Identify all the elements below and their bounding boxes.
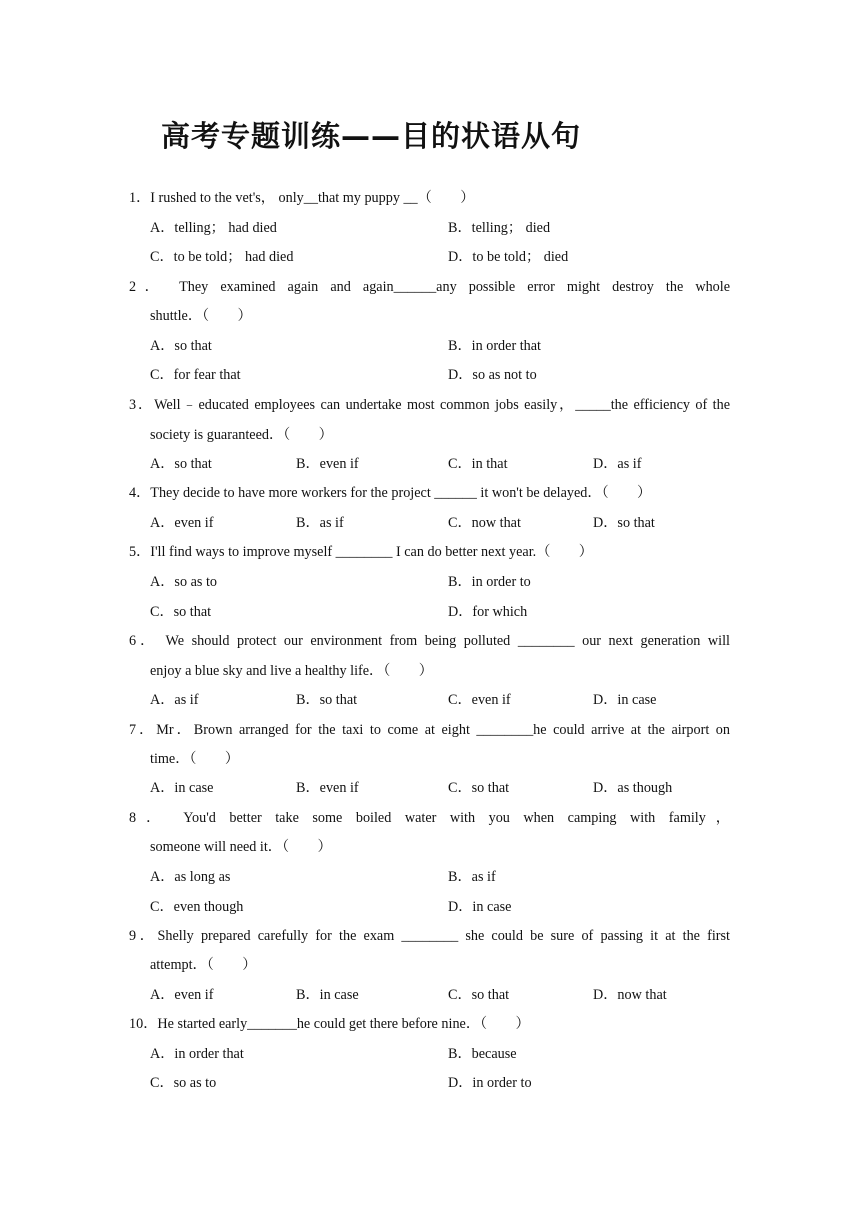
option-a: A．even if xyxy=(150,987,214,1003)
option-a: A．in case xyxy=(150,780,214,796)
option-a: A．so that xyxy=(150,338,212,354)
question-stem: 1．I rushed to the vet's， only__that my puppy __（ ） xyxy=(129,190,475,206)
option-a: A．as if xyxy=(150,692,199,708)
question-stem: 3．Well﹣educated employees can undertake most common jobs easily，_____the efficiency of the xyxy=(129,397,730,413)
option-d: D．for which xyxy=(448,604,528,620)
option-b: B．in case xyxy=(296,987,359,1003)
question-stem-continued: enjoy a blue sky and live a healthy life．（ ） xyxy=(150,663,433,679)
question-stem-continued: someone will need it．（ ） xyxy=(150,839,332,855)
option-c: C．even if xyxy=(448,692,511,708)
option-a: A．as long as xyxy=(150,869,231,885)
option-b: B．in order to xyxy=(448,574,531,590)
option-b: B．so that xyxy=(296,692,358,708)
question-stem: 5．I'll find ways to improve myself ________ I can do better next year.（ ） xyxy=(129,544,593,560)
option-a: A．so as to xyxy=(150,574,217,590)
option-b: B．even if xyxy=(296,780,359,796)
question-stem: 7．Mr．Brown arranged for the taxi to come at eight ________he could arrive at the airport on xyxy=(129,722,730,738)
option-c: C．so that xyxy=(150,604,212,620)
page-title: 高考专题训练——目的状语从句 xyxy=(161,119,582,153)
option-a: A．telling； had died xyxy=(150,220,277,236)
option-d: D．now that xyxy=(593,987,667,1003)
option-a: A．in order that xyxy=(150,1046,244,1062)
option-c: C．for fear that xyxy=(150,367,241,383)
option-c: C．in that xyxy=(448,456,508,472)
option-d: D．in case xyxy=(593,692,657,708)
question-stem: 8． You'd better take some boiled water with you when camping with family， xyxy=(129,810,730,826)
question-stem: 6． We should protect our environment from being polluted ________ our next generation will xyxy=(129,633,730,649)
option-b: B．as if xyxy=(448,869,496,885)
option-a: A．so that xyxy=(150,456,212,472)
option-d: D．to be told； died xyxy=(448,249,569,265)
option-d: D．so that xyxy=(593,515,655,531)
question-stem: 2． They examined again and again______any possible error might destroy the whole xyxy=(129,279,730,295)
option-d: D．so as not to xyxy=(448,367,537,383)
option-b: B．in order that xyxy=(448,338,541,354)
option-b: B．telling； died xyxy=(448,220,551,236)
option-c: C．to be told； had died xyxy=(150,249,294,265)
option-d: D．as though xyxy=(593,780,673,796)
option-d: D．in case xyxy=(448,899,512,915)
option-c: C．so that xyxy=(448,780,510,796)
question-stem: 10．He started early_______he could get there before nine．（ ） xyxy=(129,1016,530,1032)
question-stem-continued: time．（ ） xyxy=(150,751,240,767)
option-b: B．because xyxy=(448,1046,517,1062)
option-d: D．as if xyxy=(593,456,642,472)
question-stem-continued: shuttle．（ ） xyxy=(150,308,252,324)
question-stem-continued: attempt．（ ） xyxy=(150,957,257,973)
question-stem: 4．They decide to have more workers for the project ______ it won't be delayed．（ ） xyxy=(129,485,652,501)
option-b: B．as if xyxy=(296,515,344,531)
option-c: C．now that xyxy=(448,515,521,531)
question-stem-continued: society is guaranteed．（ ） xyxy=(150,427,333,443)
option-c: C．so as to xyxy=(150,1075,217,1091)
option-a: A．even if xyxy=(150,515,214,531)
question-stem: 9．Shelly prepared carefully for the exam ________ she could be sure of passing it at the first xyxy=(129,928,730,944)
option-d: D．in order to xyxy=(448,1075,532,1091)
option-b: B．even if xyxy=(296,456,359,472)
option-c: C．even though xyxy=(150,899,244,915)
option-c: C．so that xyxy=(448,987,510,1003)
